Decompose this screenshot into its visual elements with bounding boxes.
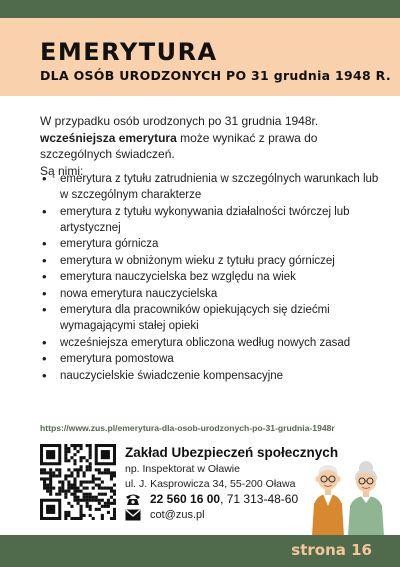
- phone-contact: [125, 492, 298, 506]
- org-branch: np. Inspektorat w Oławie: [125, 463, 240, 475]
- intro-text-3: Są nimi:: [40, 163, 84, 178]
- source-link[interactable]: https://www.zus.pl/emerytura-dla-osob-urodzonych-po-31-grudnia-1948r: [40, 423, 335, 433]
- list-item: • emerytura z tytułu zatrudnienia w szczególnych warunkach lub w szczególnym charakterze: [40, 171, 385, 203]
- seniors-illustration: [304, 448, 392, 536]
- intro-text-1: W przypadku osób urodzonych po 31 grudnia 1948r.: [40, 114, 319, 128]
- org-name: Zakład Ubezpieczeń społecznych: [125, 445, 339, 460]
- intro-text-2: może wynikać z prawa do szczególnych świadczeń.: [40, 130, 318, 161]
- list-item: • emerytura z tytułu wykonywania działalności twórczej lub artystycznej: [40, 204, 385, 236]
- page-number: strona 16: [291, 541, 372, 559]
- page-title: EMERYTURA: [40, 38, 218, 66]
- org-address: ul. J. Kasprowicza 34, 55-200 Oława: [125, 478, 296, 490]
- phone-icon: [125, 492, 141, 506]
- email-contact: [125, 508, 205, 522]
- top-band: [0, 0, 400, 18]
- pension-types-list: [40, 171, 385, 384]
- phone-numbers[interactable]: [150, 492, 298, 506]
- list-item: • emerytura nauczycielska bez względu na wiek: [40, 269, 385, 285]
- email-link[interactable]: cot@zus.pl: [150, 509, 205, 521]
- envelope-icon: [125, 508, 141, 522]
- list-item: • emerytura dla pracowników opiekujących się dziećmi wymagającymi stałej opieki: [40, 302, 385, 334]
- list-item: • nauczycielskie świadczenie kompensacyjne: [40, 368, 385, 384]
- intro-text-bold: wcześniejsza emerytura: [40, 130, 177, 145]
- list-item: • emerytura w obniżonym wieku z tytułu pracy górniczej: [40, 253, 385, 269]
- list-item: • emerytura pomostowa: [40, 351, 385, 367]
- list-item: • wcześniejsza emerytura obliczona według nowych zasad: [40, 335, 385, 351]
- phone-rest: , 71 313-48-60: [220, 492, 299, 506]
- qr-code-icon[interactable]: [40, 444, 116, 520]
- list-item: • emerytura górnicza: [40, 236, 385, 252]
- list-item: • nowa emerytura nauczycielska: [40, 286, 385, 302]
- page-subtitle: DLA OSÓB URODZONYCH PO 31 grudnia 1948 R.: [40, 68, 391, 83]
- intro-paragraph: [40, 113, 385, 179]
- phone-main: 22 560 16 00: [150, 492, 221, 506]
